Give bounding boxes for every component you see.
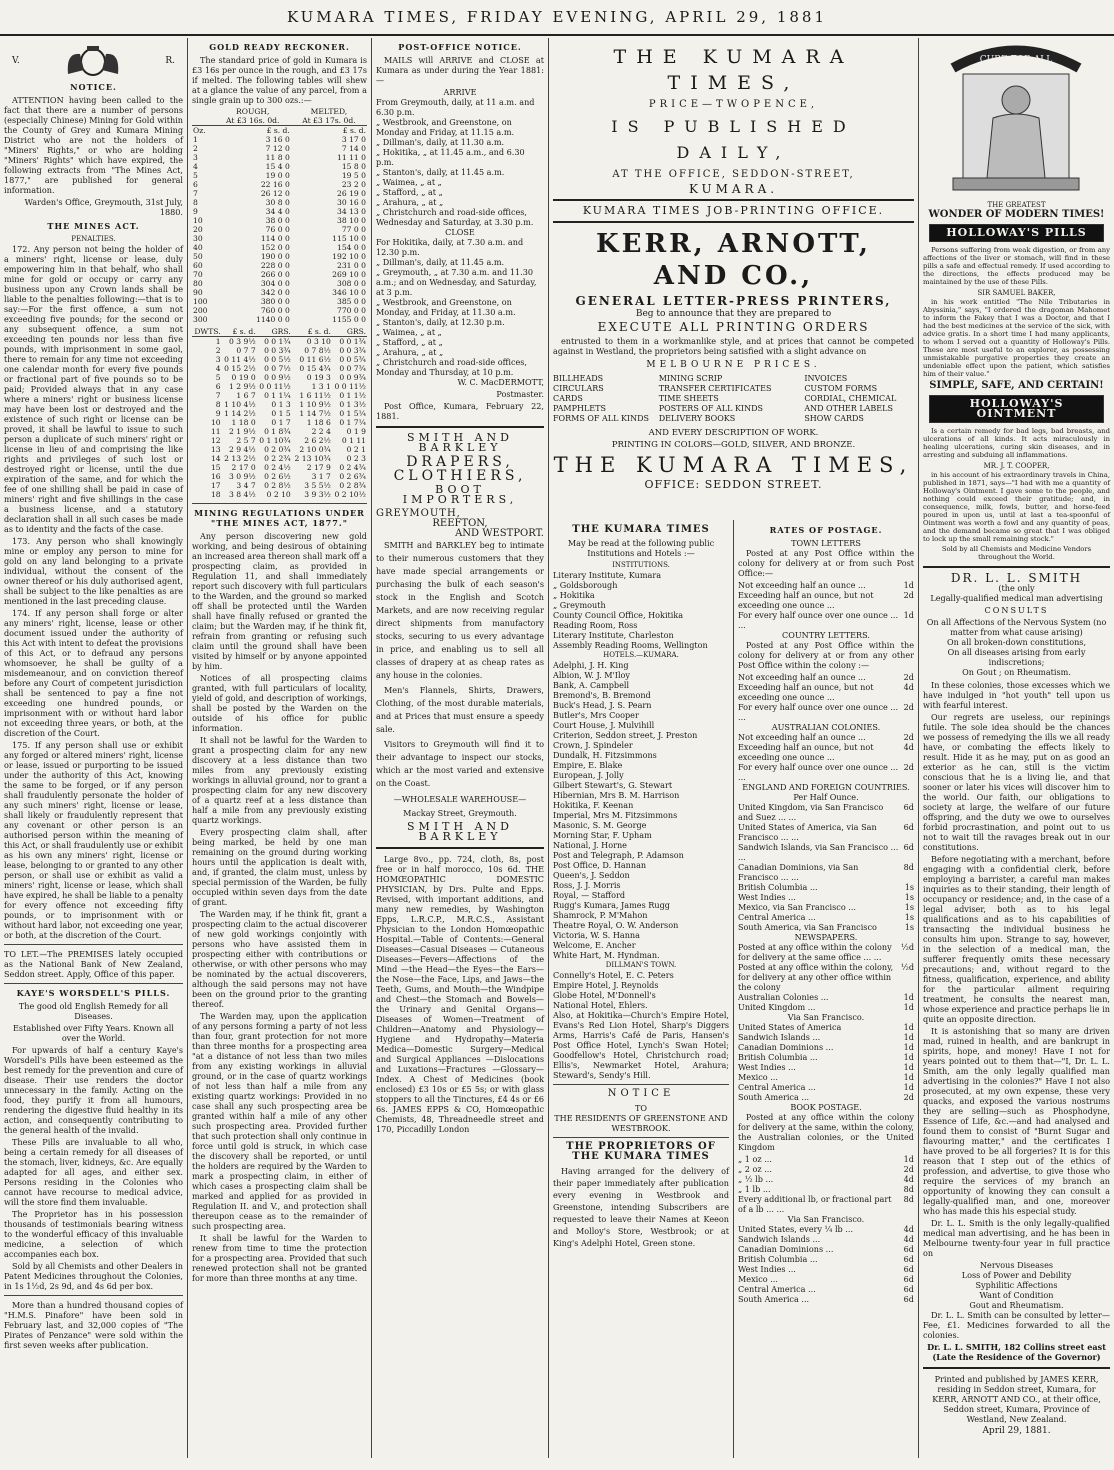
postage-row: Sandwich Islands, via San Francisco ... ... 6d (738, 842, 914, 862)
consults-4: On Gout ; on Rheumatism. (962, 667, 1071, 677)
arrive-item: „ Arahura, „ at „ (376, 197, 444, 207)
kt-intro: May be read at the following public Institutions and Hotels :— (567, 538, 715, 558)
dwt-row: 14 2 13 2½ 0 2 2¾ 2 13 10¾ 0 2 3 (210, 454, 366, 463)
close-label: CLOSE (445, 227, 475, 237)
hotel-item: Victoria, W. S. Hanna (553, 930, 640, 940)
oz-row: 90 342 0 0 346 10 0 (193, 288, 366, 297)
gold-reckoner-title: GOLD READY RECKONER. (209, 42, 350, 52)
postage-row: United Kingdom, via San Francisco and Suez ... ... 6d (738, 802, 914, 822)
hotel-item: Gilbert Stewart's, G. Stewart (553, 780, 673, 790)
dillman-item: Empire Hotel, J. Reynolds (553, 980, 659, 990)
dr-body-4: It is astonishing that so many are driven mad, ruined in health, and are bankrupt in spirits, hope, and money! Have I not for years pointed out to them that—"I, Dr. L. L. Smith, am the only legally qualified man advertising in the colonies?" Have I not also prosecuted, at my own expense, these very quacks, and exposed the various nostrums they are selling—such as Phosphodyne, Essence of Life, &c.—and had analysed and found them to consist of "Burnt Sugar and flavouring matter," and the certificates I have proved to be all forgeries? It is for this reason that I step out of the ethics of profession, and advertise, to give those who require the services of my branch an opportunity of knowing they can consult a legally-qualified man, and one, moreover who has made this his especial study. (923, 1026, 1110, 1216)
column-5: RATES OF POSTAGE. TOWN LETTERS Posted at any Post Office within the colony for delivery at or from such Post Office:— Not exceeding half an ounce ... 1d Exceeding half an ounce, but not exceeding one ounce ... 2d For every half ounce over one ounce ... ... 1d COUNTRY LETTERS. Posted at any Post Office within the colony for delivery at or from any other Post Office within the colony :— Not exceeding half an ounce ... 2d Exceeding half an ounce, but not exceeding one ounce ... 4d For every half ounce over one ounce ... ... 2d AUSTRALIAN COLONIES. Not exceeding half an ounce ... 2d Exceeding half an ounce, but not exceeding one ounce ... 4d For every half ounce over one ounce ... ... 2d ENGLAND AND FOREIGN COUNTRIES. Per Half Ounce. United Kingdom, via San Francisco and Suez ... ... 6d United States of America, via San Francisco ... ... 6d Sandwich Islands, via San Francisco ... ... 6d Canadian Dominions, via San Francisco ... ... 8d British Columbia ... 1s West Indies ... 1s Mexico, via San Francisco ... 1s Central America ... 1s South America, via San Francisco 1s NEWSPAPERS. Posted at any office within the colony for delivery at the same office ... ... ½d Posted at any office within the colony, for delivery at any other office within the colony ½d Australian Colonies ... 1d United Kingdom ... 1d Via San Francisco. United States of America 1d Sandwich Islands ... 1d Canadian Dominions ... 1d British Columbia ... 1d West Indies ... 1d Mexico ... 1d Central America ... 1d South America ... 2d BOOK POSTAGE. Posted at any office within the colony for delivery at the same, within the colony, the Australian colonies, or the United Kingdom „ 1 oz ... 1d „ 2 oz ... 2d „ ½ lb ... 4d „ 1 lb ... 8d Every additional lb, or fractional part of a lb ... ... 8d Via San Francisco. United States, every ¼ lb ... 4d Sandwich Islands ... 4d Canadian Dominions ... 6d British Columbia ... 6d West Indies ... 6d Mexico ... 6d Central America ... 6d South America ... 6d (738, 525, 914, 1304)
to-let-ad: TO LET.—The PREMISES lately occupied as the National Bank of New Zealand, Seddon street. Apply, Office of this paper. (4, 949, 183, 979)
royal-arms-icon (48, 44, 138, 78)
country-letters: COUNTRY LETTERS. (782, 630, 870, 640)
hotel-item: Butler's, Mrs Cooper (553, 710, 639, 720)
postage-row: United Kingdom ... 1d (738, 1002, 914, 1012)
pinafore-note: More than a hundred thousand copies of "H.M.S. Pinafore" have been sold in February last, and 32,000 copies of "The Pirates of Penzance" were sold within the first seven weeks after publication. (4, 1300, 183, 1350)
dr-body-3: Before negotiating with a merchant, before engaging with a confidential clerk, before employing a barrister, a careful man makes inquiries as to their standing, their length of occupancy or residence; and, in the case of a legal adviser, both as to his legal qualifications and as to his capabilities of transacting the individual business he consults him upon. Strange to say, however, in the selection of a medical man, the sufferer frequently omits these necessary precautions; and, without regard to the fitness, qualification, experience, and ability for the particular ailment requiring treatment, he consults the nearest man, whose experience and practice perhaps lie in quite an opposite direction. (923, 854, 1110, 1024)
post-date: Post Office, Kumara, February 22, 1881. (376, 401, 544, 421)
dwt-row: 3 0 11 4½ 0 0 5½ 0 11 6½ 0 0 5¾ (215, 355, 366, 364)
oz-row: 8 30 8 0 30 16 0 (193, 198, 366, 207)
reg-7: It shall be lawful for the Warden to renew from time to time the protection for a prospecting area. Provided that such renewed protection shall not be granted for more than three months at any time. (192, 1233, 367, 1283)
imprint-date: April 29, 1881. (982, 1426, 1051, 1436)
oz-row: 60 228 0 0 231 0 0 (193, 261, 366, 270)
sb-title: SMITH AND BARKLEY (407, 431, 513, 454)
kaye-sub2: Established over Fifty Years. Known all over the World. (13, 1023, 174, 1043)
dillman-item: National Hotel, Ehlers. (553, 1000, 648, 1010)
book-postage: BOOK POSTAGE. (790, 1102, 862, 1112)
oz-row: 40 152 0 0 154 0 0 (193, 243, 366, 252)
dr-body-5: Dr. L. L. Smith is the only legally-qualified medical man advertising, and he has been in Melbourne twenty-four year in full practice on (923, 1218, 1110, 1258)
oz-row: 9 34 4 0 34 13 0 (193, 207, 366, 216)
oz-row: 70 266 0 0 269 10 0 (193, 270, 366, 279)
printing-item: INVOICES (804, 374, 848, 383)
hotel-item: Masonic, S. M. George (553, 820, 647, 830)
institution-item: Literary Institute, Charleston (553, 630, 674, 640)
hotel-item: Royal, — Stafford (553, 890, 626, 900)
sb-drapers: DRAPERS, (406, 454, 514, 470)
notice-head: NOTICE (607, 1088, 675, 1099)
postage-row: West Indies ... 6d (738, 1264, 914, 1274)
hotel-item: Adelphi, J. H. King (553, 660, 629, 670)
postage-row: United States of America 1d (738, 1022, 914, 1032)
dwt-row: 18 3 8 4½ 0 2 10 3 9 3½ 0 2 10½ (210, 490, 366, 499)
dr-list-item: Syphilitic Affections (975, 1280, 1058, 1290)
consults-3: On all diseases arising from early indiscretions; (947, 647, 1086, 667)
oz-row: 30 114 0 0 115 10 0 (193, 234, 366, 243)
postage-row: Not exceeding half an ounce ... 1d (738, 580, 914, 590)
sb-body-2: Men's Flannels, Shirts, Drawers, Clothing, of the most durable materials, and at Prices that must ensure a speedy sale. (376, 685, 544, 734)
town-intro: Posted at any Post Office within the colony for delivery at or from such Post Office:— (738, 548, 914, 578)
printing-item: AND OTHER LABELS (804, 404, 893, 413)
dwt-row: 1 0 3 9½ 0 0 1¾ 0 3 10 0 0 1¾ (215, 337, 366, 346)
proprietors-title: THE PROPRIETORS OF THE KUMARA TIMES (566, 1141, 716, 1162)
close-item: „ Christchurch and road-side offices, Monday and Thursday, at 10 p.m. (376, 357, 528, 377)
times-kumara: KUMARA. (688, 182, 779, 196)
printing-item: CARDS (553, 394, 583, 403)
hotel-item: Morning Star, F. Upham (553, 830, 652, 840)
institution-item: Assembly Reading Rooms, Wellington (553, 640, 708, 650)
printing-item: CIRCULARS (553, 384, 604, 393)
institution-item: Reading Room, Ross (553, 620, 638, 630)
postage-row: For every half ounce over one ounce ... ... 2d (738, 702, 914, 722)
wonder-modern-times: WONDER OF MODERN TIMES! (928, 209, 1105, 220)
dr-body-2: Our regrets are useless, our repinings futile. The sole idea should be the chances we possess of remedying the ills we all ready have, or combating the effects likely to result. Hide it as he may, put on as good an exterior as he can, still is the victim conscious that he is a living lie, and that sooner or later his vices will discover him to the world. Our faith, our obligations to society at large, the welfare of our future offspring, and the duty we owe to ourselves forbid procrastination, and point out to us not to wait till the ravages break out in our constitutions. (923, 712, 1110, 852)
dwt-row: 13 2 9 4½ 0 2 0¾ 2 10 0¾ 0 2 1 (210, 445, 366, 454)
close-item: „ Westbrook, and Greenstone, on Monday, and Friday, at 11.30 a.m. (376, 297, 516, 317)
dwt-row: 12 2 5 7 0 1 10¾ 2 6 2½ 0 1 11 (210, 436, 366, 445)
printing-item: FORMS OF ALL KINDS (553, 414, 649, 423)
oz-row: 2 7 12 0 7 14 0 (193, 144, 366, 153)
via-sf-head: Via San Francisco. (787, 1012, 865, 1022)
column-3 (372, 38, 548, 1463)
close-item: „ Stafford, „ at „ (376, 337, 443, 347)
cooper-body: in his account of his extraordinary travels in China, published in 1871, says—"I had with me a quantity of Holloway's Ointment. I gave some to the people, and nothing could exceed their gratitude; and, in consequence, milk, fowls, butter, and horse-feed poured in upon us, until at last a tea-spoonful of Ointment was worth a fowl and any quantity of peas, and the demand became so great that I was obliged to lock up the small remaining stock." (923, 471, 1110, 543)
hotel-item: White Hart, M. Hyndman. (553, 950, 660, 960)
printing-item: MINING SCRIP (658, 374, 723, 383)
dillman-item: Globe Hotel, M'Donnell's (553, 990, 656, 1000)
institutions-head: INSTITUTIONS. (612, 561, 670, 569)
close-item: „ Stanton's, daily, at 12.30 p.m. (376, 317, 505, 327)
close-item: For Hokitika, daily, at 7.30 a.m. and 12.30 p.m. (376, 237, 524, 257)
oz-row: 100 380 0 0 385 0 0 (193, 297, 366, 306)
hotel-item: Welcome, E. Ancher (553, 940, 636, 950)
hotel-item: Ross, J. J. Morris (553, 880, 621, 890)
oz-row: 6 22 16 0 23 2 0 (193, 180, 366, 189)
kaye-body-4: Sold by all Chemists and other Dealers in Patent Medicines throughout the Colonies, in 1s 1½d, 2s 9d, and 4s 6d per box. (4, 1261, 183, 1291)
sb-body-3: Visitors to Greymouth will find it to their advantage to inspect our stocks, which ar the most varied and extensive on the Coast. (376, 739, 544, 788)
postage-row: Canadian Dominions ... 1d (738, 1042, 914, 1052)
postage-row: Exceeding half an ounce, but not exceeding one ounce ... 4d (738, 682, 914, 702)
country-intro: Posted at any Post Office within the colony for delivery at or from any other Post Office within the colony :— (738, 640, 914, 670)
oz-row: 300 1140 0 0 1155 0 0 (193, 315, 366, 324)
clause-172: 172. Any person not being the holder of a miners' right, license or lease, duly empowering him in that behalf, who shall mine for gold or occupy or carry any business upon any Crown lands shall be liable to the penalties following:—that is to say:—For the first offence, a sum not exceeding five pounds; for the second or any subsequent offence, a sum not exceeding ten pounds nor less than five pounds, with imprisonment in some gaol, there to remain for any time not exceeding one calendar month for every five pounds or fractional part of five pounds so to be paid; Provided always that in any case where a miners' right or business license may have been lost or destroyed and the existence of such right or license can be proved, it shall be lawful to issue to such person a duplicate of such miners' right or license in lieu of and comprising the like rights and privileges of such lost or destroyed right or license, until the due expiration of the same, and for which the fee of one shilling shall be paid in case of miners' right and five shillings in the case a business license, and a statutory declaration shall in all such cases be made as to identity and the facts of the case. (4, 244, 183, 534)
entrusted-text: entrusted to them in a workmanlike style, and at prices that cannot be competed against in Westland, the proprietors being satisfied with a slight advance on (553, 336, 914, 356)
cooper-name: MR. J. T. COOPER, (983, 462, 1050, 470)
dwt-row: 8 1 10 4½ 0 1 3 1 10 9½ 0 1 3½ (215, 400, 366, 409)
hotel-item: Bremond's, B. Bremond (553, 690, 651, 700)
ointment-body: Is a certain remedy for bad legs, bad breasts, and ulcerations of all kinds. It acts miraculously in healing ulcerations, curing skin diseases, and in arresting and subduing all inflammations. (923, 427, 1110, 459)
sb-boot: BOOT IMPORTERS, (402, 483, 518, 506)
consults-2: On all broken-down constitutions, (946, 637, 1087, 647)
execute-orders: EXECUTE ALL PRINTING ORDERS (597, 320, 870, 334)
postage-row: South America ... 6d (738, 1294, 914, 1304)
postage-row: West Indies ... 1d (738, 1062, 914, 1072)
reg-6: The Warden may, upon the application of any persons forming a party of not less than four, grant protection for not more than three months for a prospecting area "at a distance of not less than two miles from any existing workings in alluvial ground, or in the case of quartz workings of not less than half a mile from any existing quartz workings: Provided in no case shall any such prospecting area be granted within half a mile of any other such prospecting area. Provided further that such protection shall only continue in force until gold is struck, in which case the discovery shall be reported, or until the holders are required by the Warden to mark a prospecting claim, in either of which cases a prospecting claim shall be marked and applied for as provided in Regulation II. and V., and protection shall thereupon cease as to the remainder of such prospecting area. (192, 1011, 367, 1231)
postage-row: Exceeding half an ounce, but not exceeding one ounce ... 4d (738, 742, 914, 762)
oz-row: 1 3 16 0 3 17 0 (193, 135, 366, 144)
institution-item: Literary Institute, Kumara (553, 570, 662, 580)
dillman-item: Connelly's Hotel, E. C. Peters (553, 970, 674, 980)
postage-row: Not exceeding half an ounce ... 2d (738, 672, 914, 682)
dillman-head: DILLMAN'S TOWN. (605, 961, 677, 969)
dwt-row: 4 0 15 2½ 0 0 7½ 0 15 4¾ 0 0 7¾ (215, 364, 366, 373)
melbourne-prices: MELBOURNE PRICES. (646, 360, 821, 370)
hotel-item: Court House, J. Mulvihill (553, 720, 655, 730)
notice-to: TO (634, 1103, 648, 1113)
sb-wholesale: —WHOLESALE WAREHOUSE— (393, 794, 527, 804)
job-printing-title: KUMARA TIMES JOB-PRINTING OFFICE. (582, 204, 885, 217)
holloway-illustration-icon (923, 38, 1109, 198)
town-letters: TOWN LETTERS (791, 538, 861, 548)
dr-list-item: Gout and Rheumatism. (969, 1300, 1064, 1310)
printing-items (553, 374, 914, 424)
sb-greymouth: GREYMOUTH, (376, 508, 461, 519)
postage-row: British Columbia ... 1d (738, 1052, 914, 1062)
via-sf-head-2: Via San Francisco. (787, 1214, 865, 1224)
reg-4: Every prospecting claim shall, after being marked, be held by one man remaining on the ground during working hours until the application is dealt with, and, if granted, the claim must, unless by special permission of the Warden, be fully occupied within seven days from the date of grant. (192, 827, 367, 907)
book-intro: Posted at any office within the colony for delivery at the same, within the colony, the Australian colonies, or the United Kingdom (738, 1112, 914, 1152)
postage-row: For every half ounce over one ounce ... ... 2d (738, 762, 914, 782)
dwt-row: 15 2 17 0 0 2 4½ 2 17 9 0 2 4¾ (210, 463, 366, 472)
printing-item: TRANSFER CERTIFICATES (658, 384, 772, 393)
hotel-item: Bank, A. Campbell (553, 680, 630, 690)
pills-body: Persons suffering from weak digestion, or from any affections of the liver or stomach, will find in these pills a safe and effectual remedy. If used according to the directions, the effects produced may be maintained by the use of these Pills. (923, 246, 1110, 286)
postage-row: Central America ... 6d (738, 1284, 914, 1294)
oz-table: ROUGH, At £3 16s. 0d. MELTED, At £3 17s. 0d. Oz. £ s. d. £ s. d. 1 3 16 0 3 17 0 2 7 12 0 7 14 0 3 11 8 0 11 11 0 4 15 4 0 15 8 0 5 19 0 0 19 5 0 6 22 16 0 23 2 0 7 26 12 0 26 19 0 8 30 8 0 30 16 0 9 34 4 0 34 13 0 10 38 0 0 38 10 0 20 76 0 0 77 0 0 30 114 0 0 115 10 0 40 152 0 0 154 0 0 50 190 0 0 192 10 0 60 228 0 0 231 0 0 70 266 0 0 269 10 0 80 304 0 0 308 0 0 90 342 0 0 346 10 0 100 380 0 0 385 0 0 200 760 0 0 770 0 0 300 1140 0 0 1155 0 0 (193, 107, 366, 324)
sb-address: Mackay Street, Greymouth. (403, 808, 517, 818)
regulations-title: MINING REGULATIONS UNDER "THE MINES ACT, 1877." (194, 508, 365, 528)
printing-item: SHOW CARDS (804, 414, 864, 423)
arrive-item: „ Hokitika, „ at 11.45 a.m., and 6.30 p.m. (376, 147, 525, 167)
notice-body: ATTENTION having been called to the fact that there are a number of persons (especially Chinese) Mining for Gold within the County of Grey and Kumara Mining District who are not the holders of "Miners' Rights," or who are holding "Miners' Rights" which have expired, the following extracts from "The Mines Act, 1877," are published for general information. (4, 95, 183, 195)
postage-row: West Indies ... 1s (738, 892, 914, 902)
clause-174: 174. If any person shall forge or alter any miners' right, license, lease or other document issued under the authority of this Act with intent to defeat the provisions of this Act, or to defraud any persons whomsoever, he shall be guilty of a misdemeanour, and on conviction thereof before any Court of competent jurisdiction shall be sentenced to pay a fine not exceeding one hundred pounds, or imprisonment with or without hard labor not exceeding three years, or both, at the discretion of the Court. (4, 608, 183, 738)
crest-left: V. (12, 56, 20, 66)
kaye-sub: The good old English Remedy for all Diseases. (18, 1001, 169, 1021)
hotel-item: Rugg's Kumara, James Rugg (553, 900, 670, 910)
postage-row: Mexico ... 6d (738, 1274, 914, 1284)
postage-row: Not exceeding half an ounce ... 2d (738, 732, 914, 742)
postage-row: „ 1 lb ... 8d (738, 1184, 914, 1194)
postage-title: RATES OF POSTAGE. (769, 525, 883, 535)
clause-173: 173. Any person who shall knowingly mine or employ any person to mine for gold on any land belonging to a private individual, without the consent of the owner thereof or his duly authorised agent, shall be subject to the like penalties as are mentioned in the last preceding clause. (4, 536, 183, 606)
oz-row: 7 26 12 0 26 19 0 (193, 189, 366, 198)
dwt-row: 10 1 18 0 0 1 7 1 18 6 0 1 7¼ (210, 418, 366, 427)
dr-list-item: Nervous Diseases (979, 1260, 1054, 1270)
also-hotels: Also, at Hokitika—Church's Empire Hotel, Evans's Red Lion Hotel, Sharp's Diggers Arms, Harris's Café de Paris, Hansen's Post Office Hotel, Lynch's Swan Hotel; Goodfellow's Hotel, Christchurch road; Ellis's, Newmarket Hotel, Arahura; Steward's, Sendy's Hill. (553, 1010, 729, 1080)
postmaster-name: W. C. MacDERMOTT, (457, 377, 544, 387)
dwt-row: 16 3 0 9½ 0 2 6½ 3 1 7 0 2 6¾ (210, 472, 366, 481)
hotel-item: Post Office, D. Hannan (553, 860, 647, 870)
arrive-item: „ Waimea, „ at „ (376, 177, 442, 187)
times-price: PRICE—TWOPENCE, (648, 99, 819, 110)
dr-body-1: In these colonies, those excesses which we have indulged in "hot youth" tell upon us with fearful interest. (923, 680, 1110, 710)
printing-item: CORDIAL, CHEMICAL (804, 394, 897, 403)
column-4 (549, 521, 733, 1461)
postage-row: Australian Colonies ... 1d (738, 992, 914, 1002)
printing-item: PAMPHLETS (553, 404, 606, 413)
consults: CONSULTS (984, 605, 1049, 615)
oz-row: 3 11 8 0 11 11 0 (193, 153, 366, 162)
postage-row: For every half ounce over one ounce ... ... 1d (738, 610, 914, 630)
dwt-row: 2 0 7 7 0 0 3¾ 0 7 8½ 0 0 3¾ (215, 346, 366, 355)
reg-3: It shall not be lawful for the Warden to grant a prospecting claim for any new discovery at a less distance than two miles from any previously existing workings in alluvial ground, nor to grant a prospecting claim for any new discovery of a quartz reef at a less distance than half a mile from any previously existing quartz workings. (192, 735, 367, 825)
kerr-arnott-title: KERR, ARNOTT, AND CO., (596, 229, 871, 291)
postage-row: British Columbia ... 6d (738, 1254, 914, 1264)
sb-title-2: SMITH AND BARKLEY (407, 820, 513, 843)
dr-list-item: Loss of Power and Debility (961, 1270, 1072, 1280)
oz-row: 80 304 0 0 308 0 0 (193, 279, 366, 288)
postage-row: „ 2 oz ... 2d (738, 1164, 914, 1174)
england-foreign: ENGLAND AND FOREIGN COUNTRIES. Per Half Ounce. (742, 782, 910, 802)
hotel-item: European, J. Jolly (553, 770, 624, 780)
dr-only: (the only (998, 583, 1035, 593)
hotel-item: Theatre Royal, O. W. Anderson (553, 920, 679, 930)
sb-clothiers: CLOTHIERS, (393, 468, 527, 484)
postage-row: Central America ... 1d (738, 1082, 914, 1092)
hotel-item: Albion, W. J. M'Iloy (553, 670, 630, 680)
sb-reefton: REEFTON, (432, 518, 488, 529)
every-description: AND EVERY DESCRIPTION OF WORK. (648, 428, 819, 438)
times-title-2: THE KUMARA TIMES, (553, 453, 914, 477)
dwt-table: DWTS. £ s. d. GRS. £ s. d. GRS. 1 0 3 9½ 0 0 1¾ 0 3 10 0 0 1¾ 2 0 7 7 0 0 3¾ 0 7 8½ 0 0 3¾ 3 0 11 4½ 0 0 5½ 0 11 6½ 0 0 5¾ 4 0 15 2½ 0 0 7½ 0 15 4¾ 0 0 7¾ 5 0 19 0 0 0 9½ 0 19 3 0 0 9¾ 6 1 2 9½ 0 0 11½ 1 3 1 0 0 11½ 7 1 6 7 0 1 1¼ 1 6 11½ 0 1 1½ 8 1 10 4½ 0 1 3 1 10 9½ 0 1 3½ 9 1 14 2½ 0 1 5 1 14 7½ 0 1 5¼ 10 1 18 0 0 1 7 1 18 6 0 1 7¼ 11 2 1 9½ 0 1 8¾ 2 2 4 0 1 9 12 2 5 7 0 1 10¾ 2 6 2½ 0 1 11 13 2 9 4½ 0 2 0¾ 2 10 0¾ 0 2 1 14 2 13 2½ 0 2 2¾ 2 13 10¾ 0 2 3 15 2 17 0 0 2 4½ 2 17 9 0 2 4¾ 16 3 0 9½ 0 2 6½ 3 1 7 0 2 6¾ 17 3 4 7 0 2 8½ 3 5 5½ 0 2 8¾ 18 3 8 4½ 0 2 10 3 9 3½ 0 2 10½ (192, 327, 367, 499)
beg-announce: Beg to announce that they are prepared to (635, 309, 832, 319)
arrive-item: „ Christchurch and road-side offices, Wednesday and Saturday, at 3.30 p.m. (376, 207, 534, 227)
sb-body-1: SMITH and BARKLEY beg to intimate to their numerous customers that they have made special arrangements or purchasing the bulk of each season's stock in the English and Scotch Markets, and are now receiving regular direct shipments from manufactory stocks, securing to us every advantage in price, and enabling us to sell all classes of drapery at as cheap rates as any house in the colonies. (376, 540, 544, 680)
post-intro: MAILS will ARRIVE and CLOSE at Kumara as under during the Year 1881:— (376, 55, 544, 85)
general-printers: GENERAL LETTER-PRESS PRINTERS, (575, 294, 892, 308)
close-item: „ Greymouth, „ at 7.30 a.m. and 11.30 a.m.; and on Wednesday, and Saturday, at 3 p.m. (376, 267, 537, 297)
column-1 (0, 38, 187, 1463)
gold-intro: The standard price of gold in Kumara is £3 16s per ounce in the rough, and £3 17s if melted. The following tables will shew at a glance the value of any parcel, from a single grain up to 300 ozs.:— (192, 55, 367, 105)
dwt-row: 9 1 14 2½ 0 1 5 1 14 7½ 0 1 5¼ (215, 409, 366, 418)
arrive-item: „ Dillman's, daily, at 11.30 a.m. (376, 137, 505, 147)
postage-row: Mexico ... 1d (738, 1072, 914, 1082)
baker-body: in his work entitled "The Nile Tributaries in Abyssinia," says, "I ordered the dragoman Mahomet to inform the Fakey that I was a Doctor, and that I had the best medicines at the service of the sick, with advice gratis. In a short time I had many applicants, to whom I served out a quantity of Holloway's Pills. These are most useful to an explorer, as possessing unmistakable purgative properties they create an undeniable effect upon the patient, which satisfies him of their value." (923, 298, 1110, 378)
printing-item: BILLHEADS (553, 374, 604, 383)
masthead: KUMARA TIMES, FRIDAY EVENING, APRIL 29, 1881 (0, 0, 1114, 36)
dwt-row: 17 3 4 7 0 2 8½ 3 5 5½ 0 2 8¾ (210, 481, 366, 490)
hotel-item: Crown, J. Spindeler (553, 740, 633, 750)
times-address: OFFICE: SEDDON STREET. (644, 478, 823, 491)
close-item: „ Arahura, „ at „ (376, 347, 444, 357)
close-item: „ Waimea, „ at „ (376, 327, 442, 337)
printing-item: TIME SHEETS (658, 394, 719, 403)
oz-row: 10 38 0 0 38 10 0 (193, 216, 366, 225)
clause-175: 175. If any person shall use or exhibit any forged or altered miners' right, license or lease, issued or purporting to be issued under the authority of this Act, knowing the same to be forged, or if any person shall fraudulently personate the holder of any such miners' right, license or lease, shall likely or fraudulently represent that any covenant or other person is an authorised person within the meaning of this Act, or shall fraudulently use or exhibit as his own any miners' right, license or lease, belonging to or granted to any other person, or shall use or exhibit as valid a miners' right, license or lease, which shall have expired, he shall be liable to a penalty for every offence not exceeding fifty pounds, or to imprisonment with or without hard labor, not exceeding one year, or both, at the discretion of the Court. (4, 740, 183, 940)
oz-row: 5 19 0 0 19 5 0 (193, 171, 366, 180)
reg-5: The Warden may, if he think fit, grant a prospecting claim to the actual discoverer of new gold workings conjointly with persons who have assisted them in prospecting either with contributions or otherwise, or with other persons who may be nominated by the actual discoverers, although the said persons may not have been on the ground prior to the granting thereof. (192, 909, 367, 1009)
dwt-row: 5 0 19 0 0 0 9½ 0 19 3 0 0 9¾ (215, 373, 366, 382)
postage-row: United States of America, via San Francisco ... ... 6d (738, 822, 914, 842)
postage-row: Mexico, via San Francisco ... 1s (738, 902, 914, 912)
hotel-item: Post and Telegraph, P. Adamson (553, 850, 684, 860)
dr-list-item: Want of Condition (979, 1290, 1054, 1300)
notice-title: NOTICE. (70, 82, 117, 92)
postage-row: Central America ... 1s (738, 912, 914, 922)
imprint: Printed and published by JAMES KERR, residing in Seddon street, Kumara, for KERR, ARNOTT AND CO., at their office, Seddon street, Kumara, Province of Westland, New Zealand. (932, 1374, 1101, 1424)
hotel-item: Imperial, Mrs M. Fitzsimmons (553, 810, 678, 820)
institution-item: „ Greymouth (553, 600, 606, 610)
holloway-ointment-banner: HOLLOWAY'S OINTMENT (929, 395, 1104, 423)
arrive-item: From Greymouth, daily, at 11 a.m. and 6.30 p.m. (376, 97, 535, 117)
dwt-row: 7 1 6 7 0 1 1¼ 1 6 11½ 0 1 1½ (215, 391, 366, 400)
homeopathic-ad: Large 8vo., pp. 724, cloth, 8s, post free or in half morocco, 10s 6d. THE HOMŒOPATHIC DOMESTIC PHYSICIAN, by Drs. Pulte and Epps. Revised, with important additions, and many new remedies, by Washington Epps, L.R.C.P., M.R.C.S., Assistant Physician to the London Homœopathic Hospital.—Table of Contents:—General Diseases—Casual Diseases — Cutaneous Diseases—Fevers—Affections of the Mind —the Head—the Eyes—the Ears—the Nose—the Face, Lips, and Jaws—the Teeth, Gums, and Mouth—the Windpipe and Chest—the Stomach and Bowels—the Urinary and Genital Organs—Diseases of Women—Treatment of Children—Anatomy and Physiology—Hygiene and Hydropathy—Materia Medica—Domestic Surgery—Medical and Surgical Appliances —Dislocations and Luxations—Fractures —Glossary—Index. A Chest of Medicines (book enclosed) £3 10s or £5 5s; or with glass stoppers to all the Tinctures, £4 4s or £6 6s. JAMES EPPS & CO, Homœopathic Chemists, 48, Threadneedle street and 170, Piccadilly London (376, 854, 544, 1134)
postage-row: Exceeding half an ounce, but not exceeding one ounce ... 2d (738, 590, 914, 610)
postage-row: South America, via San Francisco 1s (738, 922, 914, 932)
times-notice (549, 38, 918, 520)
hotel-item: Empire, E. Blake (553, 760, 623, 770)
institution-item: „ Hokitika (553, 590, 595, 600)
greatest: THE GREATEST (987, 201, 1046, 209)
mines-act-title: THE MINES ACT. (47, 221, 140, 231)
reg-2: Notices of all prospecting claims granted, with full particulars of locality, yield of gold, and description of workings, shall be posted by the Warden on the outside of his office for public information. (192, 673, 367, 733)
postage-row: Sandwich Islands ... 4d (738, 1234, 914, 1244)
postmaster-role: Postmaster. (496, 389, 544, 399)
baker-name: SIR SAMUEL BAKER, (977, 289, 1056, 297)
hotel-item: Shamrock, P. M'Mahon (553, 910, 648, 920)
postage-row: Canadian Dominions, via San Francisco ... ... 8d (738, 862, 914, 882)
dr-smith-title: DR. L. L. SMITH (950, 571, 1083, 585)
notice-signature: Warden's Office, Greymouth, 31st July, 1880. (24, 197, 183, 217)
newspapers-head: NEWSPAPERS. (794, 932, 858, 942)
postage-row: United States, every ¼ lb ... 4d (738, 1224, 914, 1234)
hotel-item: Queen's, J. Seddon (553, 870, 630, 880)
printing-item: POSTERS OF ALL KINDS (658, 404, 763, 413)
hotel-item: Criterion, Seddon street, J. Preston (553, 730, 698, 740)
arrive-item: „ Stafford, „ at „ (376, 187, 443, 197)
arrive-item: „ Stanton's, daily, at 11.45 a.m. (376, 167, 505, 177)
holloway-pills-banner: HOLLOWAY'S PILLS (929, 224, 1104, 242)
proprietors-body: Having arranged for the delivery of their paper immediately after publication every evening in Westbrook and Greenstone, intending Subscribers are requested to leave their Names at Keeon and Molloy's Store, Westbrook; or at King's Adelphi Hotel, Green stone. (553, 1166, 729, 1248)
postage-row: Canadian Dominions ... 6d (738, 1244, 914, 1254)
kaye-body-1: For upwards of half a century Kaye's Worsdell's Pills have been esteemed as the best remedy for the prevention and cure of disease. Their use renders the doctor unnecessary in the family. Acting on the food, they purify it from all humours, rendering the digestive fluid healthy in its action, and consequently contributing to the general health of the invalid. (4, 1045, 183, 1135)
printing-colors: PRINTING IN COLORS—GOLD, SILVER, AND BRONZE. (611, 440, 856, 450)
dr-address: Dr. L. L. SMITH, 182 Collins street east (Late the Residence of the Governor) (927, 1342, 1106, 1362)
hotel-item: Dundalk, H. Fitzsimmons (553, 750, 657, 760)
dwt-row: 6 1 2 9½ 0 0 11½ 1 3 1 0 0 11½ (215, 382, 366, 391)
postage-row: British Columbia ... 1s (738, 882, 914, 892)
post-office-title: POST-OFFICE NOTICE. (398, 42, 522, 52)
oz-row: 20 76 0 0 77 0 0 (193, 225, 366, 234)
times-published: IS PUBLISHED DAILY, (611, 117, 856, 162)
printing-item: DELIVERY BOOKS (658, 414, 736, 423)
sold-by: Sold by all Chemists and Medicine Vendors throughout the World. (941, 545, 1092, 561)
consults-1: On all Affections of the Nervous System (no matter from what cause arising) (926, 617, 1107, 637)
postage-row: „ ½ lb ... 4d (738, 1174, 914, 1184)
dr-legal: Legally-qualified medical man advertising (930, 593, 1103, 603)
hotel-item: Hokitika, F. Keenan (553, 800, 634, 810)
arrive-item: „ Westbrook, and Greenstone, on Monday and Friday, at 11.15 a.m. (376, 117, 515, 137)
svg-text:CURE FOR ALL: CURE FOR ALL (979, 55, 1053, 65)
dwt-row: 11 2 1 9½ 0 1 8¾ 2 2 4 0 1 9 (210, 427, 366, 436)
printing-item: CUSTOM FORMS (804, 384, 878, 393)
dr-body-6: Dr. L. L. Smith can be consulted by letter—Fee, £1. Medicines forwarded to all the colonies. (923, 1310, 1110, 1340)
times-office: AT THE OFFICE, SEDDON-STREET, (612, 169, 855, 180)
reg-1: Any person discovering new gold working, and being desirous of obtaining an increased area thereon shall mark off a prospecting claim, as provided in Regulation 11, and shall immediately report such discovery with full particulars to the Warden, and the ground so marked off shall be protected until the Warden shall have finally refused or granted the claim; but the Warden may, if he think fit, refrain from granting or refusing such claim until the ground shall have been visited by himself or by anyone appointed by him. (192, 531, 367, 671)
australian-colonies: AUSTRALIAN COLONIES. (771, 722, 881, 732)
column-6 (919, 38, 1114, 1463)
close-item: „ Dillman's, daily, at 11.45 a.m. (376, 257, 505, 267)
institution-item: „ Goldsborough (553, 580, 618, 590)
sb-westport: AND WESTPORT. (455, 528, 544, 539)
institution-item: County Council Office, Hokitika (553, 610, 684, 620)
penalties-label: PENALTIES. (71, 235, 116, 243)
hotels-head: HOTELS.—KUMARA. (603, 651, 679, 659)
postage-row: „ 1 oz ... 1d (738, 1154, 914, 1164)
times-title: THE KUMARA TIMES, (613, 46, 854, 94)
notice-residents: THE RESIDENTS OF GREENSTONE AND WESTBROOK. (554, 1113, 728, 1133)
postage-row: South America ... 2d (738, 1092, 914, 1102)
hotel-item: Buck's Head, J. S. Pearn (553, 700, 652, 710)
crest-right: R. (165, 56, 175, 66)
kaye-body-3: The Proprietor has in his possession thousands of testimonials bearing witness to the wonderful efficacy of this invaluable medicine, a selection of which accompanies each box. (4, 1209, 183, 1259)
oz-row: 50 190 0 0 192 10 0 (193, 252, 366, 261)
kt-reading-title: THE KUMARA TIMES (572, 524, 710, 535)
hotel-item: National, J. Horne (553, 840, 627, 850)
hotel-item: Hibernian, Mrs B. M. Harrison (553, 790, 680, 800)
arrive-label: ARRIVE (443, 87, 477, 97)
kaye-title: KAYE'S WORSDELL'S PILLS. (16, 988, 171, 998)
oz-row: 4 15 4 0 15 8 0 (193, 162, 366, 171)
oz-row: 200 760 0 0 770 0 0 (193, 306, 366, 315)
kaye-body-2: These Pills are invaluable to all who, being a certain remedy for all diseases of the stomach, liver, kidneys, &c. Are equally adapted for all ages, and either sex. Persons residing in the Colonies who cannot have recourse to medical advice, will the store find them invaluable. (4, 1137, 183, 1207)
simple-safe-certain: SIMPLE, SAFE, AND CERTAIN! (929, 380, 1104, 391)
postage-row: Sandwich Islands ... 1d (738, 1032, 914, 1042)
column-2 (188, 38, 371, 1463)
